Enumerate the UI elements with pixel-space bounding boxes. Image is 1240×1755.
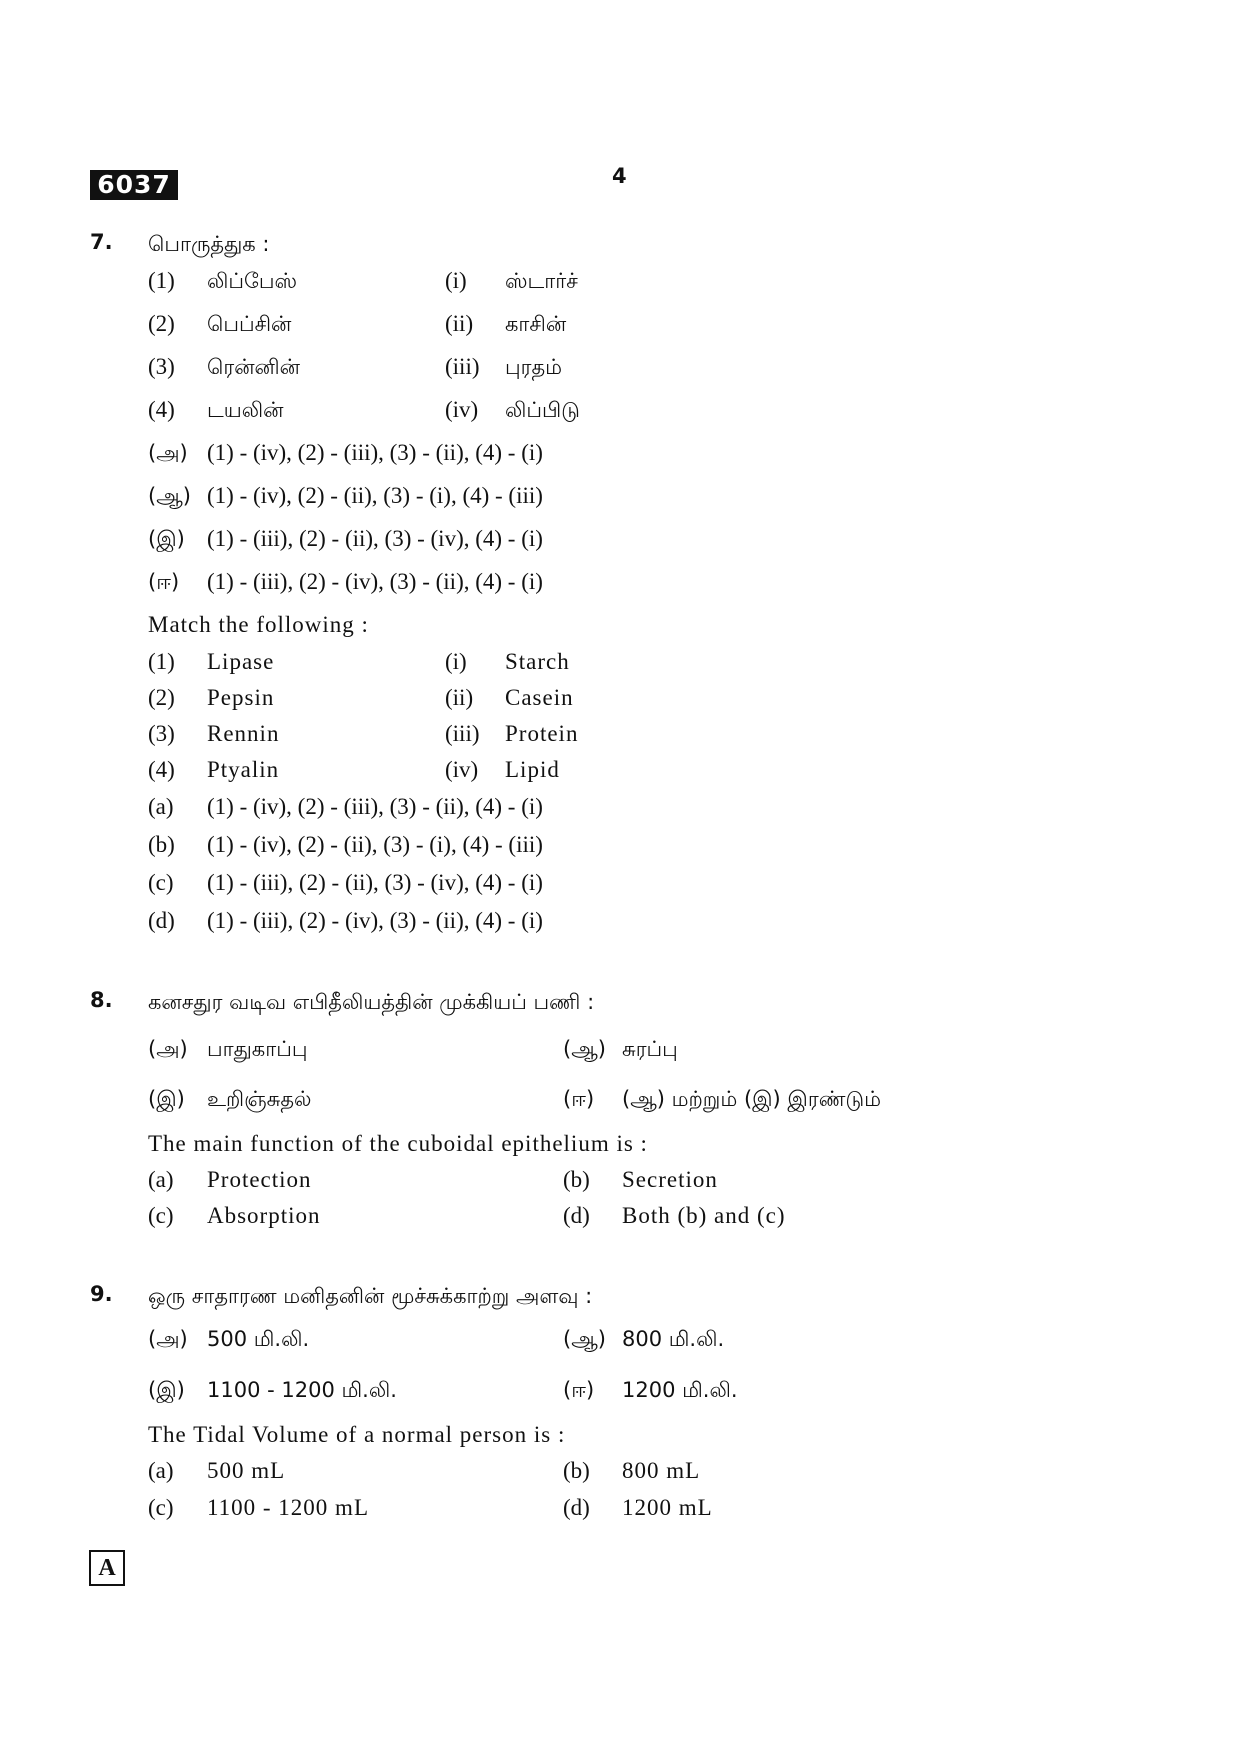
question-8-stem-tamil: கனசதுர வடிவ எபிதீலியத்தின் முக்கியப் பணி : — [148, 990, 595, 1014]
option-key: (b) — [563, 1458, 590, 1483]
pair-right-key: (iii) — [445, 721, 480, 746]
option-text: Secretion — [622, 1167, 718, 1192]
pair-left-item-tamil: பெப்சின் — [207, 312, 292, 336]
question-8-stem-english: The main function of the cuboidal epithelium is : — [148, 1131, 648, 1156]
option-text: (1) - (iv), (2) - (ii), (3) - (i), (4) - (iii) — [207, 483, 543, 508]
pair-left-item: Rennin — [207, 721, 280, 746]
pair-left-key: (3) — [148, 354, 175, 379]
option-text: (1) - (iii), (2) - (ii), (3) - (iv), (4) - (i) — [207, 870, 543, 895]
pair-left-item-tamil: டயலின் — [207, 398, 284, 422]
option-text: 1100 - 1200 mL — [207, 1495, 369, 1520]
option-key-tamil: (ஆ) — [563, 1037, 606, 1061]
pair-right-key: (iii) — [445, 354, 480, 379]
option-text: Absorption — [207, 1203, 321, 1228]
option-key-tamil: (ஆ) — [148, 484, 191, 508]
pair-left-key: (2) — [148, 685, 175, 710]
option-key-tamil: (ஆ) — [563, 1327, 606, 1351]
option-key-tamil: (இ) — [148, 527, 185, 551]
question-7-stem-tamil: பொருத்துக : — [148, 232, 270, 256]
question-9-number: 9. — [90, 1282, 113, 1306]
option-text: 800 mL — [622, 1458, 701, 1483]
option-text: 500 mL — [207, 1458, 286, 1483]
pair-right-item-tamil: லிப்பிடு — [505, 398, 580, 422]
question-7-number: 7. — [90, 230, 113, 254]
option-text: Both (b) and (c) — [622, 1203, 786, 1228]
pair-right-key: (i) — [445, 268, 467, 293]
pair-right-key: (iv) — [445, 397, 479, 422]
pair-left-item: Pepsin — [207, 685, 275, 710]
pair-right-item: Protein — [505, 721, 579, 746]
pair-right-item-tamil: புரதம் — [505, 355, 563, 379]
option-key-tamil: (ஈ) — [563, 1087, 595, 1111]
pair-right-item: Starch — [505, 649, 570, 674]
pair-right-key: (ii) — [445, 685, 474, 710]
option-key: (c) — [148, 1495, 174, 1520]
option-text: Protection — [207, 1167, 312, 1192]
option-key-tamil: (அ) — [148, 441, 188, 465]
pair-right-item: Lipid — [505, 757, 560, 782]
option-key-tamil: (அ) — [148, 1037, 188, 1061]
pair-right-item-tamil: ஸ்டார்ச் — [505, 269, 578, 293]
pair-right-key: (i) — [445, 649, 467, 674]
option-key-tamil: (ஈ) — [563, 1378, 595, 1402]
option-key: (d) — [563, 1495, 590, 1520]
option-text: 1200 mL — [622, 1495, 713, 1520]
option-text: (1) - (iv), (2) - (ii), (3) - (i), (4) - (iii) — [207, 832, 543, 857]
option-key: (a) — [148, 1167, 174, 1192]
pair-left-key: (4) — [148, 397, 175, 422]
option-text-tamil: பாதுகாப்பு — [207, 1037, 308, 1061]
option-text-tamil: உறிஞ்சுதல் — [207, 1087, 312, 1111]
option-key: (a) — [148, 794, 174, 819]
pair-left-key: (4) — [148, 757, 175, 782]
pair-left-item: Lipase — [207, 649, 275, 674]
option-key: (d) — [148, 908, 175, 933]
page-number: 4 — [612, 164, 627, 188]
option-key: (a) — [148, 1458, 174, 1483]
pair-left-key: (2) — [148, 311, 175, 336]
pair-right-item-tamil: காசின் — [505, 312, 567, 336]
option-key: (b) — [148, 832, 175, 857]
option-text-tamil: 1200 மி.லி. — [622, 1378, 738, 1402]
question-9-stem-tamil: ஒரு சாதாரண மனிதனின் மூச்சுக்காற்று அளவு : — [148, 1284, 593, 1308]
pair-left-item: Ptyalin — [207, 757, 280, 782]
option-key-tamil: (இ) — [148, 1378, 185, 1402]
option-key: (c) — [148, 870, 174, 895]
pair-left-key: (3) — [148, 721, 175, 746]
option-key: (d) — [563, 1203, 590, 1228]
option-text: (1) - (iii), (2) - (iv), (3) - (ii), (4) - (i) — [207, 569, 543, 594]
pair-right-key: (ii) — [445, 311, 474, 336]
question-9-stem-english: The Tidal Volume of a normal person is : — [148, 1422, 566, 1447]
pair-left-key: (1) — [148, 649, 175, 674]
option-key-tamil: (அ) — [148, 1327, 188, 1351]
pair-left-item-tamil: லிப்பேஸ் — [207, 269, 298, 293]
paper-code-badge: 6037 — [90, 170, 178, 200]
option-text-tamil: சுரப்பு — [622, 1037, 678, 1061]
option-key: (c) — [148, 1203, 174, 1228]
option-text-tamil: (ஆ) மற்றும் (இ) இரண்டும் — [622, 1087, 882, 1111]
question-8-number: 8. — [90, 988, 113, 1012]
option-key-tamil: (ஈ) — [148, 570, 180, 594]
option-key: (b) — [563, 1167, 590, 1192]
question-7-stem-english: Match the following : — [148, 612, 369, 637]
option-key-tamil: (இ) — [148, 1087, 185, 1111]
pair-left-item-tamil: ரென்னின் — [207, 355, 301, 379]
question-set-badge: A — [89, 1550, 125, 1586]
option-text-tamil: 500 மி.லி. — [207, 1327, 310, 1351]
option-text-tamil: 800 மி.லி. — [622, 1327, 725, 1351]
option-text: (1) - (iv), (2) - (iii), (3) - (ii), (4) - (i) — [207, 440, 543, 465]
option-text-tamil: 1100 - 1200 மி.லி. — [207, 1378, 397, 1402]
option-text: (1) - (iv), (2) - (iii), (3) - (ii), (4) - (i) — [207, 794, 543, 819]
option-text: (1) - (iii), (2) - (iv), (3) - (ii), (4) - (i) — [207, 908, 543, 933]
option-text: (1) - (iii), (2) - (ii), (3) - (iv), (4) - (i) — [207, 526, 543, 551]
pair-left-key: (1) — [148, 268, 175, 293]
pair-right-item: Casein — [505, 685, 574, 710]
pair-right-key: (iv) — [445, 757, 479, 782]
